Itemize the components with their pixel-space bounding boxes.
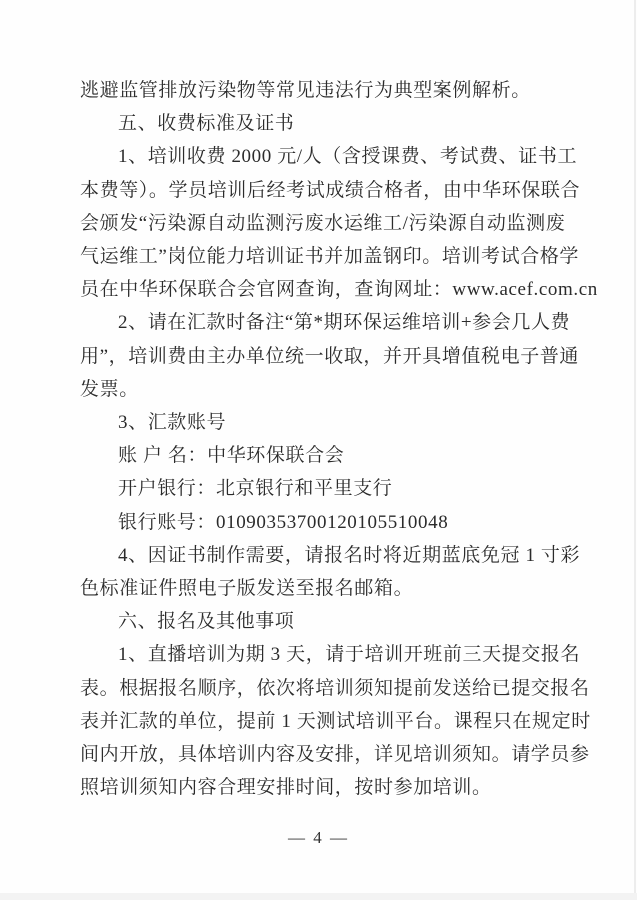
- document-line: 表。根据报名顺序，依次将培训须知提前发送给已提交报名: [80, 677, 590, 699]
- document-line: 会颁发“污染源自动监测污废水运维工/污染源自动监测废: [80, 212, 566, 234]
- document-line: 间内开放，具体培训内容及安排，详见培训须知。请学员参: [80, 744, 590, 766]
- document-line: 逃避监管排放污染物等常见违法行为典型案例解析。: [80, 80, 531, 101]
- scan-edge-bottom: [0, 893, 637, 900]
- document-line: 照培训须知内容合理安排时间，按时参加培训。: [80, 777, 492, 799]
- scan-edge-right: [634, 0, 636, 900]
- document-line: 开户银行：北京银行和平里支行: [118, 478, 393, 500]
- document-line: 2、请在汇款时备注“第*期环保运维培训+参会几人费: [118, 312, 571, 334]
- page-number: — 4 —: [288, 828, 349, 847]
- document-line: 色标准证件照电子版发送至报名邮箱。: [80, 578, 414, 600]
- document-line: 1、培训收费 2000 元/人（含授课费、考试费、证书工: [118, 146, 578, 168]
- document-line: 账 户 名：中华环保联合会: [118, 445, 345, 467]
- document-line: 员在中华环保联合会官网查询，查询网址：www.acef.com.cn: [80, 279, 598, 301]
- document-line: 本费等）。学员培训后经考试成绩合格者，由中华环保联合: [80, 179, 581, 201]
- document-line: 五、收费标准及证书: [118, 113, 295, 135]
- document-line: 4、因证书制作需要，请报名时将近期蓝底免冠 1 寸彩: [118, 544, 581, 566]
- document-line: 3、汇款账号: [118, 412, 227, 434]
- document-line: 气运维工”岗位能力培训证书并加盖钢印。培训考试合格学: [80, 246, 580, 268]
- document-line: 发票。: [80, 378, 139, 400]
- document-line: 1、直播培训为期 3 天，请于培训开班前三天提交报名: [118, 644, 581, 666]
- document-line: 六、报名及其他事项: [118, 611, 295, 633]
- document-line: 银行账号：01090353700120105510048: [118, 511, 449, 533]
- document-lines: [80, 74, 598, 804]
- document-line: 表并汇款的单位，提前 1 天测试培训平台。课程只在规定时: [80, 710, 591, 732]
- document-line: 用”，培训费由主办单位统一收取，并开具增值税电子普通: [80, 345, 580, 367]
